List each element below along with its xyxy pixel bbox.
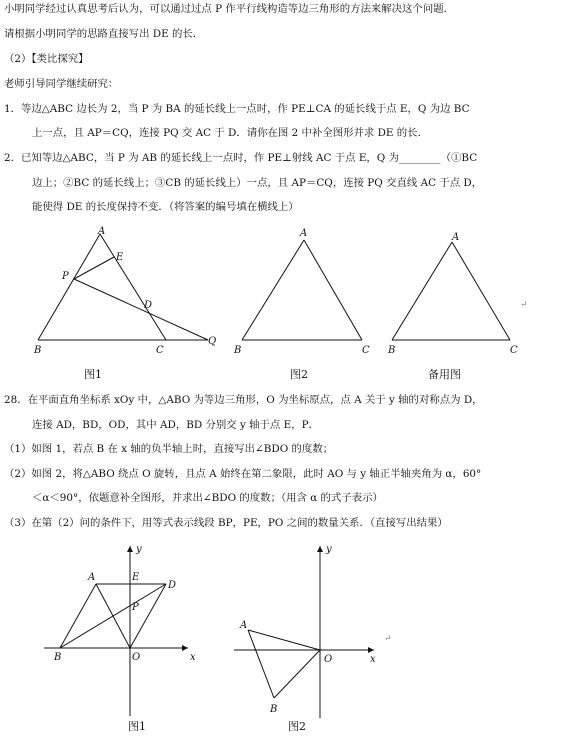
fig2-1-label-x: x [190,652,196,663]
figure-set-1 [32,222,520,382]
fig2-1-caption: 图1 [128,720,146,733]
text-line-13: （2）如图 2，将△ABO 绕点 O 旋转，且点 A 始终在第二象限，此时 AO 与 y 轴正半轴夹角为 α，60° [4,468,482,480]
edge-mark-2: ↵ [384,634,392,644]
fig2-1-label-b: B [54,652,62,663]
fig1-label-b: B [34,345,42,356]
fig2-2-caption: 图2 [288,720,306,733]
figure-2-coordinate [234,544,376,733]
figure-2-triangle [233,228,370,381]
text-line-8: 边上；②BC 的延长线上；③CB 的延长线上）一点，且 AP＝CQ，连接 PQ 交直线 AC 于点 D， [32,177,483,189]
fig2-1-label-a: A [88,572,96,583]
text-line-4: 老师引导同学继续研究： [4,78,119,90]
fig1-label-q: Q [208,336,217,347]
fig1-label-a: A [98,226,106,237]
fig1-caption: 图1 [84,368,102,381]
figure-set-2 [44,540,380,736]
fig2-label-a: A [300,228,308,239]
fig2-1-label-e: E [132,572,140,583]
text-line-7: 2．已知等边△ABC，当 P 为 AB 的延长线上一点时，作 PE⊥射线 AC 于点 E，Q 为________（①BC [4,152,478,164]
spare-label-b: B [388,345,396,356]
spare-caption: 备用图 [428,368,461,381]
text-line-3: （2）【类比探究】 [4,53,89,65]
edge-mark: ↵ [520,300,528,310]
text-line-11: 连接 AD，BD，OD，其中 AD，BD 分别交 y 轴于点 E，P． [32,419,319,431]
spare-label-a: A [452,232,460,243]
fig2-label-b: B [234,345,242,356]
spare-label-c: C [510,345,518,356]
fig2-2-label-o: O [324,654,333,665]
fig2-1-label-p: P [132,602,139,613]
fig1-label-e: E [116,252,124,263]
fig2-2-label-b: B [270,704,278,715]
fig2-1-label-y: y [136,544,142,555]
text-line-2: 请根据小明同学的思路直接写出 DE 的长． [4,28,204,40]
text-line-9: 能使得 DE 的长度保持不变．（将答案的编号填在横线上） [32,201,299,213]
fig2-1-label-d: D [168,580,177,591]
figure-1-triangle-pq [33,226,216,381]
fig2-2-label-y: y [326,544,332,555]
fig2-label-c: C [362,345,370,356]
fig2-2-label-a: A [240,620,248,631]
text-line-12: （1）如图 1，若点 B 在 x 轴的负半轴上时，直接写出∠BDO 的度数； [4,443,334,455]
fig1-label-d: D [144,300,153,311]
text-line-14: ＜α＜90°，依题意补全图形，并求出∠BDO 的度数；（用含 α 的式子表示） [32,492,383,504]
fig2-1-label-o: O [132,652,141,663]
text-line-1: 小明同学经过认真思考后认为，可以通过过点 P 作平行线构造等边三角形的方法来解决这个问题． [4,3,454,15]
fig1-label-c: C [156,345,164,356]
fig2-caption: 图2 [290,368,308,381]
text-line-5: 1．等边△ABC 边长为 2，当 P 为 BA 的延长线上一点时，作 PE⊥CA 的延长线于点 E，Q 为边 BC [4,103,470,115]
spare-figure-triangle [387,232,518,381]
text-line-15: （3）在第（2）问的条件下，用等式表示线段 BP，PE，PO 之间的数量关系．（直接写出结果） [4,517,448,529]
text-line-10: 28．在平面直角坐标系 xOy 中，△ABO 为等边三角形，O 为坐标原点，点 A 关于 y 轴的对称点为 D， [4,394,483,406]
fig1-label-p: P [62,271,69,282]
fig2-2-label-x: x [370,654,376,665]
figure-1-coordinate [44,544,196,733]
text-line-6: 上一点，且 AP＝CQ，连接 PQ 交 AC 于 D．请你在图 2 中补全图形并求 DE 的长． [32,127,428,139]
